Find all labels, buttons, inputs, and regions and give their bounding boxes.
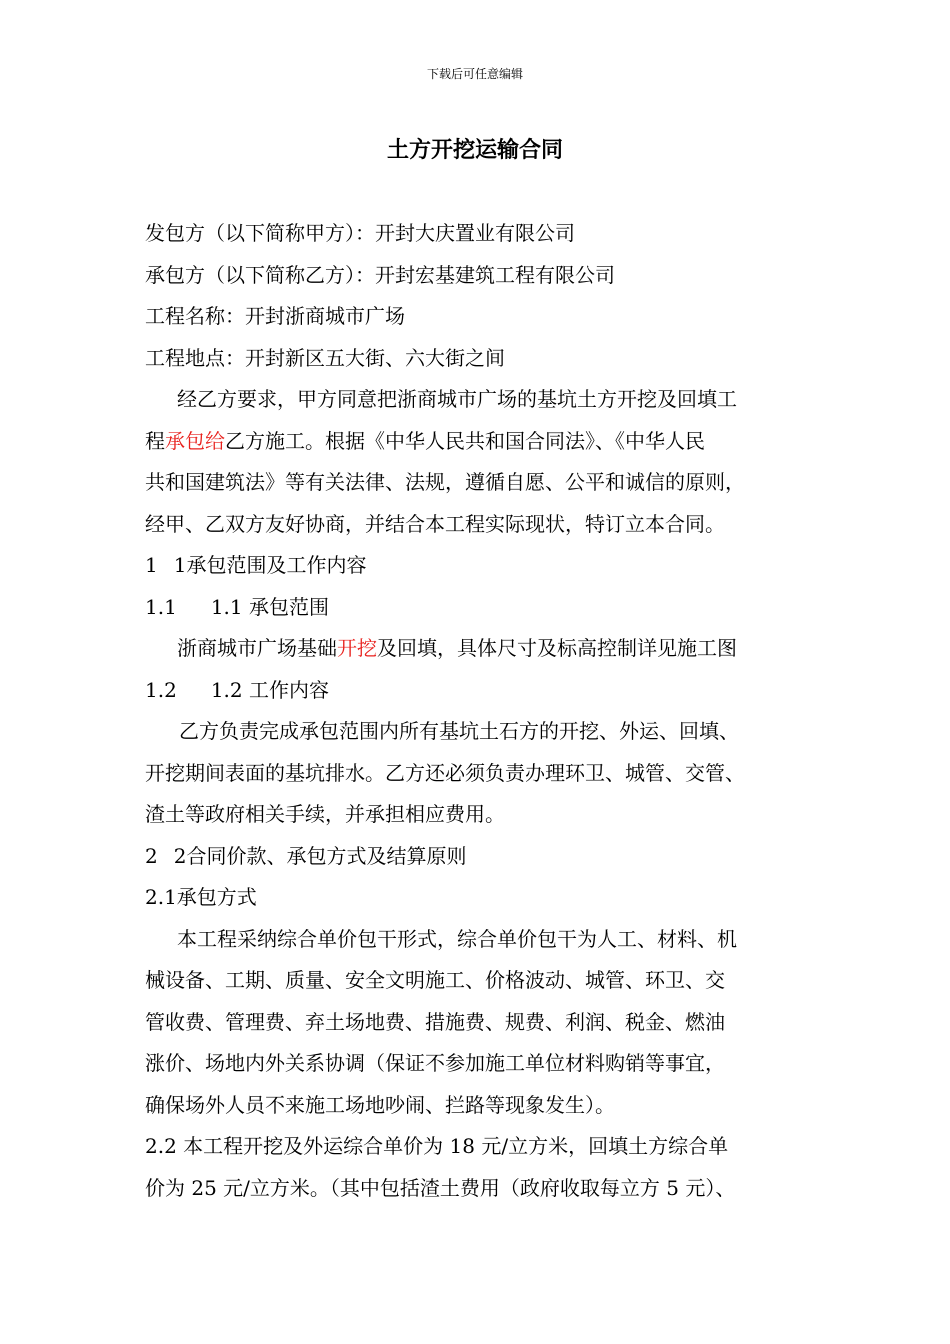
project-location-line: 工程地点：开封新区五大街、六大街之间	[145, 345, 505, 370]
unit-price-line-2: 价为 25 元/立方米。（其中包括渣土费用（政府收取每立方 5 元）、	[145, 1175, 736, 1200]
section-1-1-text	[145, 628, 825, 670]
section-title: 1承包范围及工作内容	[173, 553, 367, 577]
unit-price-line-1: 2.2 本工程开挖及外运综合单价为 18 元/立方米，回填土方综合单	[145, 1134, 729, 1158]
highlighted-text: 开挖	[337, 636, 377, 660]
party-a-line: 发包方（以下简称甲方）：开封大庆置业有限公司	[145, 221, 575, 245]
contract-method-line-2: 械设备、工期、质量、安全文明施工、价格波动、城管、环卫、交	[145, 968, 725, 992]
contract-method-line-4: 涨价、场地内外关系协调（保证不参加施工单位材料购销等事宜，	[145, 1051, 725, 1075]
intro-line-2	[145, 421, 825, 463]
section-1-1-heading	[145, 587, 825, 629]
document-title: 土方开挖运输合同	[386, 138, 563, 163]
contract-method-line-5: 确保场外人员不来施工场地吵闹、拦路等现象发生）。	[145, 1092, 615, 1117]
work-content-line-1: 乙方负责完成承包范围内所有基坑土石方的开挖、外运、回填、	[179, 719, 739, 743]
work-content-line-2: 开挖期间表面的基坑排水。乙方还必须负责办理环卫、城管、交管、	[145, 760, 745, 785]
contract-body	[145, 213, 825, 1209]
contract-method-line-1: 本工程采纳综合单价包干形式，综合单价包干为人工、材料、机	[177, 926, 737, 951]
intro-line-4: 经甲、乙双方友好协商，并结合本工程实际现状，特订立本合同。	[145, 511, 725, 536]
section-number: 1.1	[145, 594, 177, 619]
intro-line-3: 共和国建筑法》等有关法律、法规，遵循自愿、公平和诚信的原则，	[145, 470, 745, 494]
highlighted-text: 承包给	[165, 428, 225, 453]
contract-method-line-3: 管收费、管理费、弃土场地费、措施费、规费、利润、税金、燃油	[145, 1009, 725, 1034]
party-b-line: 承包方（以下简称乙方）：开封宏基建筑工程有限公司	[145, 262, 615, 287]
section-title: 1.2 工作内容	[210, 677, 329, 702]
section-number: 1.2	[145, 677, 177, 702]
section-number: 1	[145, 553, 158, 577]
section-2-heading	[145, 836, 825, 878]
section-1-heading	[145, 545, 825, 587]
intro-line-1: 经乙方要求，甲方同意把浙商城市广场的基坑土方开挖及回填工	[177, 387, 737, 411]
work-content-line-3: 渣土等政府相关手续，并承担相应费用。	[145, 802, 505, 826]
intro-line-2-start: 程	[145, 428, 165, 453]
section-number: 2	[145, 843, 158, 868]
section-1-2-heading	[145, 670, 825, 712]
header-note: 下载后可任意编辑	[426, 67, 523, 81]
scope-text-end: 及回填，具体尺寸及标高控制详见施工图	[377, 636, 737, 660]
intro-line-2-end: 乙方施工。根据《中华人民共和国合同法》、《中华人民	[225, 428, 705, 453]
section-title: 1.1 承包范围	[210, 594, 329, 619]
scope-text-start: 浙商城市广场基础	[177, 636, 337, 660]
section-2-1-heading: 2.1承包方式	[145, 885, 257, 909]
project-name-line: 工程名称：开封浙商城市广场	[145, 304, 405, 328]
section-title: 2合同价款、承包方式及结算原则	[173, 843, 467, 868]
